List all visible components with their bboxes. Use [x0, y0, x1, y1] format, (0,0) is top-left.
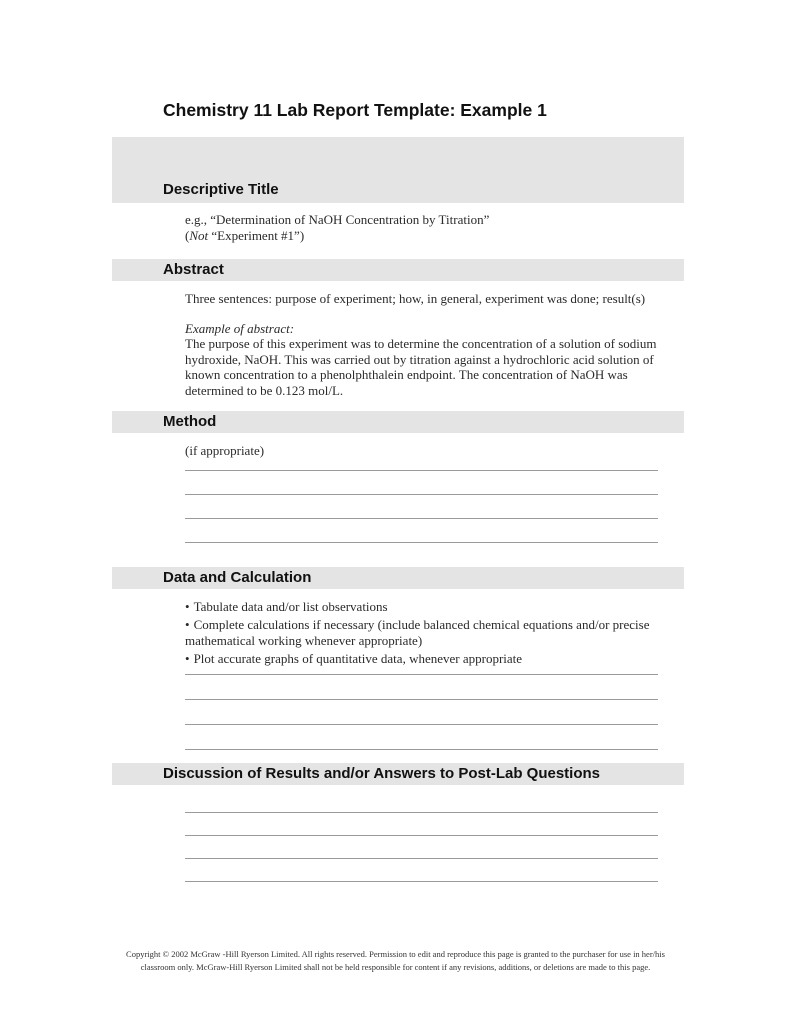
section-header-discussion	[112, 763, 684, 785]
bullet-item	[185, 599, 658, 615]
descriptive-title-not-line	[185, 228, 658, 244]
bullet-item	[185, 617, 658, 649]
bullet-text: Tabulate data and/or list observations	[193, 598, 388, 614]
section-header-descriptive-title	[112, 137, 684, 203]
abstract-example-label: Example of abstract:	[185, 320, 295, 336]
blank-writing-line	[185, 725, 658, 750]
abstract-example-line: hydroxide, NaOH. This was carried out by titration against a hydrochloric acid solution of	[185, 351, 654, 367]
bullet-text: Complete calculations if necessary (include balanced chemical equations and/or precise mathematical working whenever appropriate)	[185, 616, 650, 648]
bullet-icon: •	[185, 650, 190, 666]
blank-writing-line	[185, 675, 658, 700]
abstract-example-paragraph	[185, 336, 658, 398]
blank-writing-line	[185, 813, 658, 836]
descriptive-title-heading: Descriptive Title	[163, 181, 279, 198]
bullet-icon: •	[185, 598, 190, 614]
blank-writing-line	[185, 519, 658, 543]
not-line-italic-word: Not	[189, 227, 209, 243]
abstract-guideline: Three sentences: purpose of experiment; how, in general, experiment was done; result(s)	[185, 291, 646, 306]
data-calculation-heading: Data and Calculation	[163, 568, 312, 586]
bullet-icon: •	[185, 616, 190, 632]
data-calculation-writing-lines	[185, 669, 658, 750]
method-note: (if appropriate)	[185, 443, 265, 458]
blank-writing-line	[185, 700, 658, 725]
page-content	[112, 0, 684, 882]
abstract-heading: Abstract	[163, 261, 224, 278]
copyright-footer	[96, 948, 696, 974]
descriptive-title-example-line: e.g., “Determination of NaOH Concentration by Titration”	[185, 212, 490, 227]
section-header-method	[112, 411, 684, 433]
method-writing-lines	[185, 459, 658, 543]
blank-writing-line	[185, 859, 658, 882]
page-title: Chemistry 11 Lab Report Template: Example 1	[163, 100, 547, 120]
abstract-example-line: determined to be 0.123 mol/L.	[185, 382, 344, 398]
not-line-rest: “Experiment #1”)	[208, 227, 305, 243]
bullet-item	[185, 651, 658, 667]
discussion-writing-lines	[185, 785, 658, 882]
section-header-abstract	[112, 259, 684, 281]
copyright-footer-line: classroom only. McGraw-Hill Ryerson Limited shall not be held responsible for content if any revisions, additions, or deletions are made to this page.	[140, 962, 651, 972]
discussion-heading: Discussion of Results and/or Answers to Post-Lab Questions	[163, 764, 601, 782]
blank-writing-line	[185, 459, 658, 471]
method-heading: Method	[163, 413, 217, 430]
copyright-footer-line: Copyright © 2002 McGraw -Hill Ryerson Limited. All rights reserved. Permission to edit and reproduce this page is granted to the purchaser for use in her/his	[126, 949, 665, 959]
blank-writing-line	[185, 471, 658, 495]
not-line-open-paren: (	[185, 227, 190, 243]
blank-writing-line	[185, 836, 658, 859]
descriptive-title-body	[185, 212, 658, 243]
section-header-data-calculation	[112, 567, 684, 589]
blank-writing-line	[185, 495, 658, 519]
abstract-example-line: The purpose of this experiment was to determine the concentration of a solution of sodium	[185, 336, 657, 351]
abstract-example-line: known concentration to a phenolphthalein endpoint. The concentration of NaOH was	[185, 367, 628, 382]
bullet-text: Plot accurate graphs of quantitative data, whenever appropriate	[193, 650, 523, 666]
data-calculation-bullets	[185, 599, 658, 667]
blank-writing-line	[185, 785, 658, 813]
